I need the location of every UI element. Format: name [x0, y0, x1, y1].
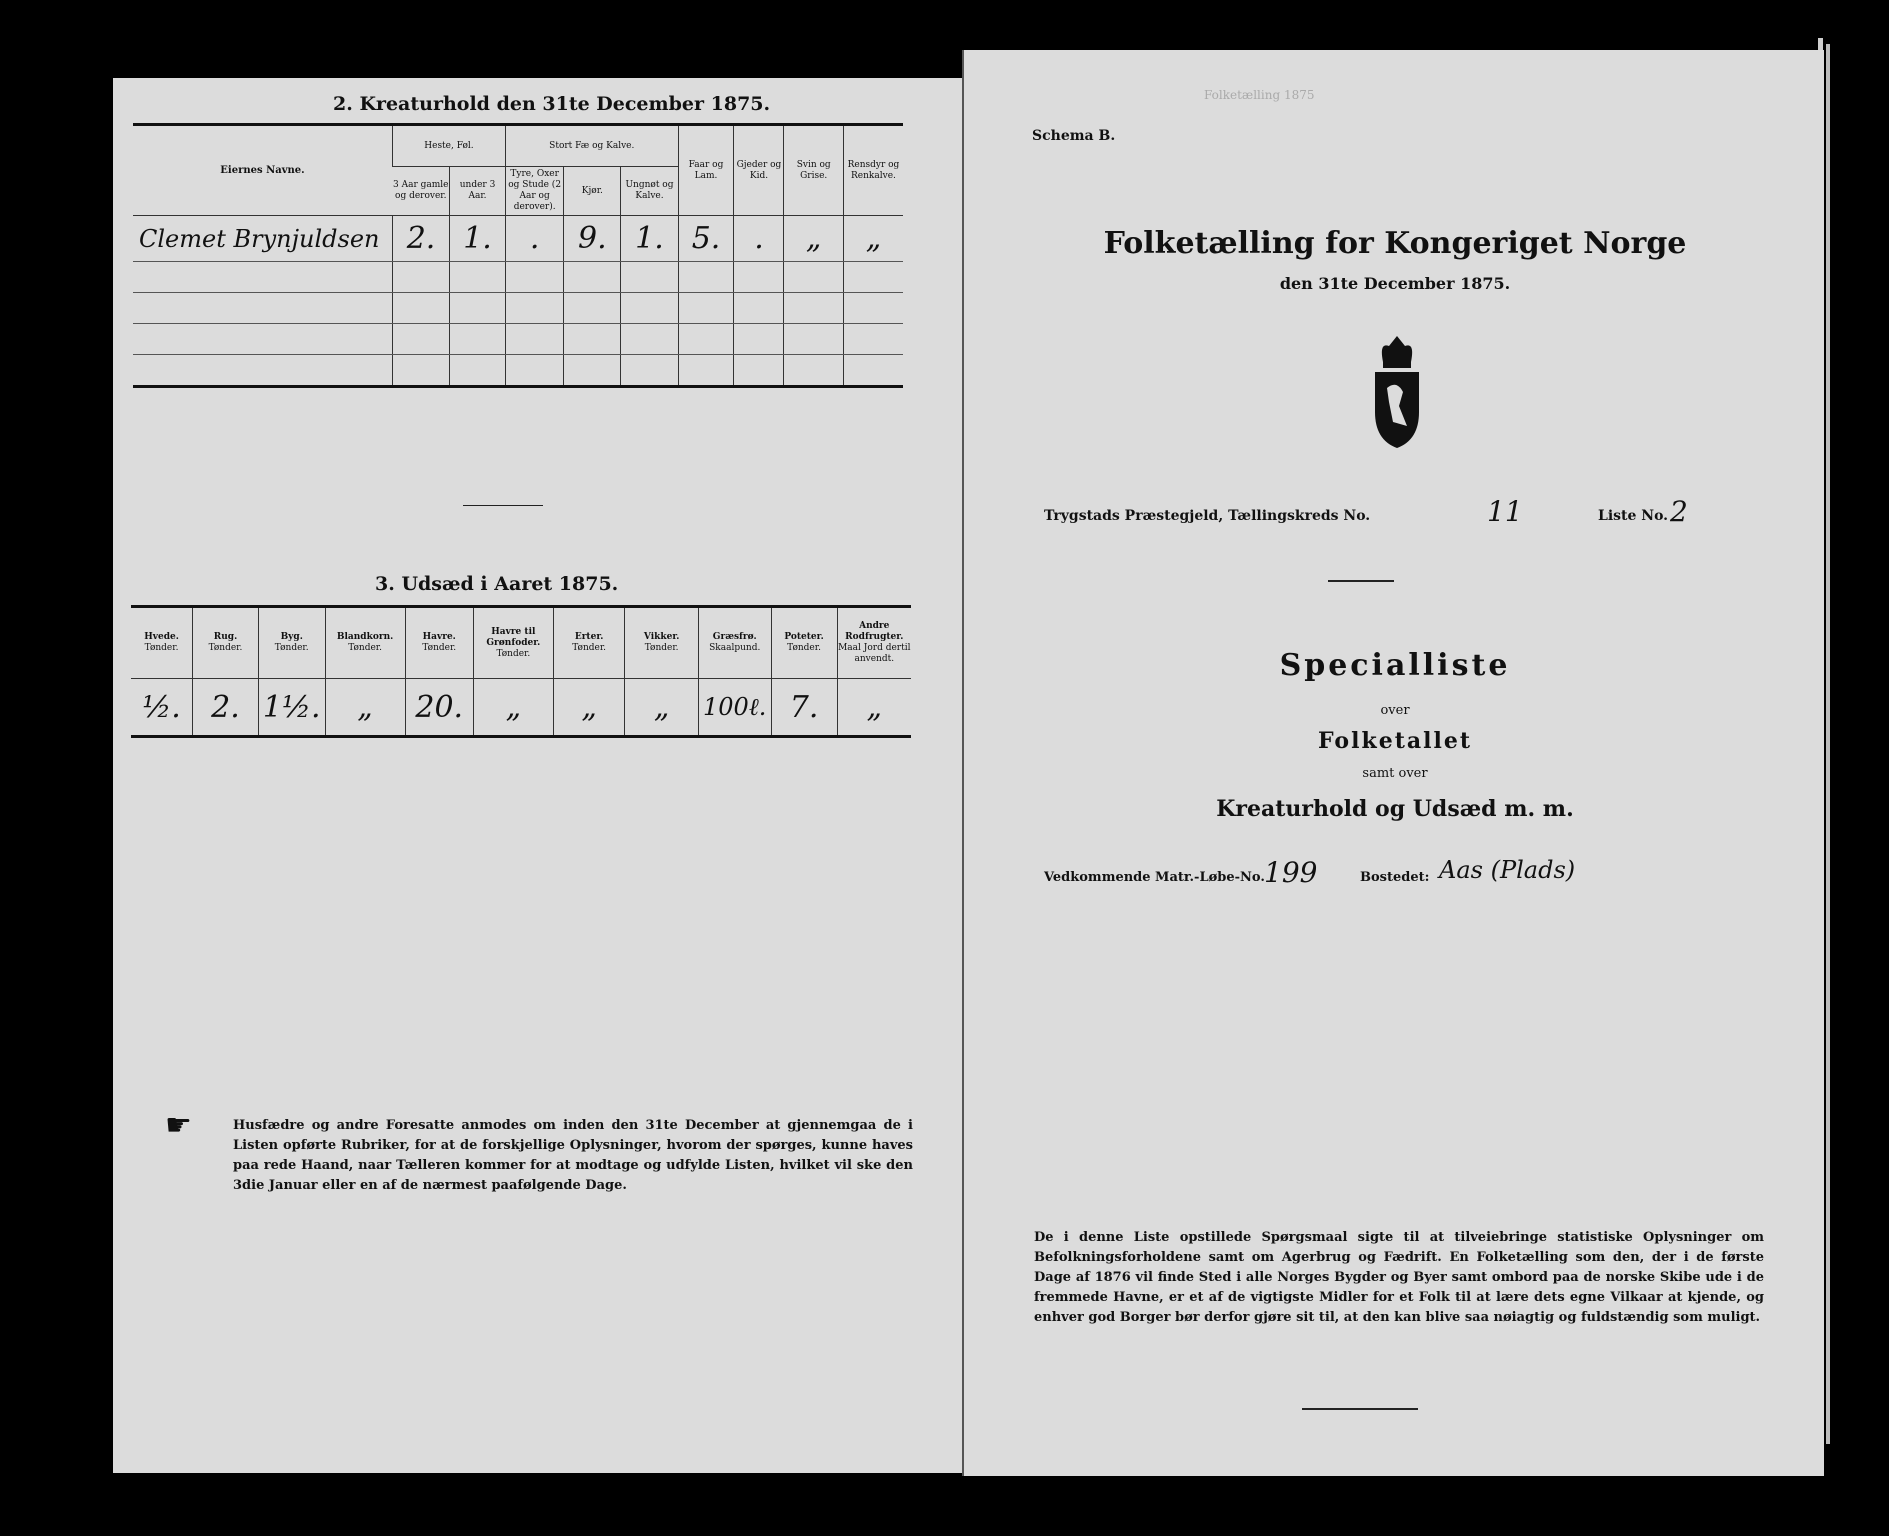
- prestegjeld-label: Trygstads Præstegjeld, Tællingskreds No.: [1044, 508, 1371, 524]
- seed-value-poteter: 7.: [771, 679, 837, 737]
- livestock-row: [133, 216, 903, 262]
- ungnot-value: 1.: [621, 216, 678, 262]
- kjor-header: Kjør.: [564, 167, 621, 216]
- matr-number: 199: [1264, 856, 1318, 889]
- matr-label: Vedkommende Matr.-Løbe-No.: [1044, 870, 1265, 885]
- gjeder-value: .: [734, 216, 784, 262]
- heste-old-header: 3 Aar gamle og derover.: [392, 167, 449, 216]
- faar-value: 5.: [678, 216, 734, 262]
- seed-col-byg: Byg. Tønder.: [258, 607, 325, 679]
- divider: [463, 505, 543, 506]
- bleed-through-text: Folketælling 1875: [1204, 88, 1315, 102]
- rensdyr-header: Rensdyr og Renkalve.: [843, 125, 903, 216]
- ungnot-header: Ungnøt og Kalve.: [621, 167, 678, 216]
- folketallet-title: Folketallet: [1318, 728, 1472, 754]
- page-edge: [1826, 44, 1830, 1444]
- norway-coat-of-arms-icon: [1369, 332, 1425, 450]
- tyre-header: Tyre, Oxer og Stude (2 Aar og derover).: [505, 167, 563, 216]
- svin-value: „: [784, 216, 844, 262]
- heste-old-value: 2.: [392, 216, 449, 262]
- tyre-value: .: [505, 216, 563, 262]
- seed-col-havre: Havre. Tønder.: [405, 607, 473, 679]
- purpose-paragraph: De i denne Liste opstillede Spørgsmaal sigte til at tilveiebringe statistiske Oplysninger om Befolkningsforholdene samt om Agerbrug og Fædrift. En Folketælling som den, der i de første Dage af 1876 vil finde Sted i alle Norges Bygder og Byer samt ombord paa de norske Skibe ude i de fremmede Havne, er et af de vigtigste Midler for et Folk til at lære dets egne Vilkaar at kjende, og enhver god Borger bør derfor gjøre sit til, at den kan blive saa nøiagtig og fuldstændig som muligt.: [1034, 1230, 1764, 1325]
- over-text: over: [1380, 703, 1410, 718]
- svin-header: Svin og Grise.: [784, 125, 844, 216]
- heste-group-header: Heste, Føl.: [392, 125, 505, 167]
- left-page: [113, 78, 965, 1473]
- bosted-label: Bostedet:: [1360, 870, 1430, 885]
- seed-value-hvede: ½.: [131, 679, 193, 737]
- heste-young-header: under 3 Aar.: [450, 167, 506, 216]
- seed-col-rodfrugter: Andre Rodfrugter. Maal Jord dertil anvendt.: [837, 607, 911, 679]
- owner-header: Eiernes Navne.: [133, 125, 392, 216]
- kreaturhold-title: Kreaturhold og Udsæd m. m.: [1216, 796, 1574, 822]
- seed-col-vikker: Vikker. Tønder.: [625, 607, 699, 679]
- owner-name: Clemet Brynjuldsen: [133, 216, 392, 262]
- specialliste-title: Specialliste: [1279, 648, 1511, 683]
- heste-young-value: 1.: [450, 216, 506, 262]
- seed-value-havre: 20.: [405, 679, 473, 737]
- liste-number: 2: [1670, 495, 1688, 528]
- schema-label: Schema B.: [1032, 128, 1116, 144]
- gjeder-header: Gjeder og Kid.: [734, 125, 784, 216]
- section2-title: 2. Kreaturhold den 31te December 1875.: [333, 93, 771, 115]
- pointing-hand-icon: ☛: [165, 1108, 192, 1143]
- seed-value-blandkorn: „: [325, 679, 405, 737]
- notice-text: Husfædre og andre Foresatte anmodes om inden den 31te December at gjennemgaa de i Listen opførte Rubriker, for at de forskjellige Oplysninger, hvorom der spørges, kunne haves paa rede Haand, naar Tælleren kommer for at modtage og udfylde Listen, hvilket vil ske den 3die Januar eller en af de nærmest paafølgende Dage.: [233, 1118, 913, 1193]
- seed-value-gronfoder: „: [473, 679, 553, 737]
- divider: [1328, 580, 1394, 582]
- kreds-number: 11: [1487, 495, 1523, 528]
- seed-col-gronfoder: Havre til Grønfoder. Tønder.: [473, 607, 553, 679]
- main-date: den 31te December 1875.: [1279, 274, 1511, 293]
- seed-value-rodfrugter: „: [837, 679, 911, 737]
- divider: [1302, 1408, 1418, 1410]
- seed-col-erter: Erter. Tønder.: [553, 607, 625, 679]
- seed-col-rug: Rug. Tønder.: [193, 607, 259, 679]
- samt-over-text: samt over: [1362, 766, 1428, 781]
- section3-title: 3. Udsæd i Aaret 1875.: [375, 573, 619, 595]
- seed-value-graesfro: 100ℓ.: [698, 679, 771, 737]
- faar-header: Faar og Lam.: [678, 125, 734, 216]
- rensdyr-value: „: [843, 216, 903, 262]
- seed-col-blandkorn: Blandkorn. Tønder.: [325, 607, 405, 679]
- liste-label: Liste No.: [1598, 508, 1669, 524]
- main-title: Folketælling for Kongeriget Norge: [1103, 226, 1687, 261]
- seed-col-poteter: Poteter. Tønder.: [771, 607, 837, 679]
- right-page: [962, 50, 1824, 1476]
- seed-table: [131, 605, 911, 738]
- seed-value-rug: 2.: [193, 679, 259, 737]
- seed-col-graesfro: Græsfrø. Skaalpund.: [698, 607, 771, 679]
- seed-value-vikker: „: [625, 679, 699, 737]
- seed-value-erter: „: [553, 679, 625, 737]
- seed-value-byg: 1½.: [258, 679, 325, 737]
- kjor-value: 9.: [564, 216, 621, 262]
- seed-values-row: [131, 679, 911, 737]
- seed-col-hvede: Hvede. Tønder.: [131, 607, 193, 679]
- stort-group-header: Stort Fæ og Kalve.: [505, 125, 678, 167]
- livestock-table: [133, 123, 903, 388]
- bosted-value: Aas (Plads): [1439, 856, 1576, 884]
